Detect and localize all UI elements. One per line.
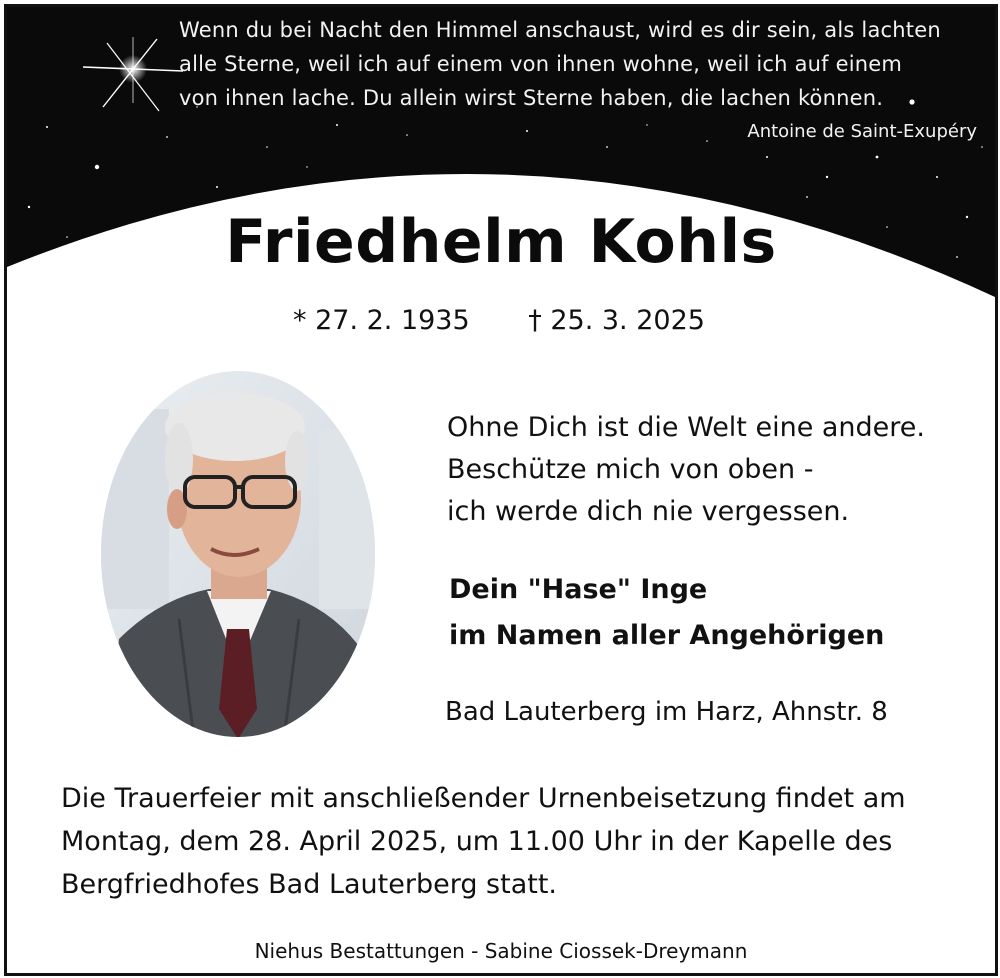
verse-block bbox=[447, 407, 925, 533]
life-dates bbox=[293, 305, 705, 336]
signature-block bbox=[449, 567, 884, 659]
birth-date: * 27. 2. 1935 bbox=[293, 305, 470, 336]
verse-line: Beschütze mich von oben - bbox=[447, 454, 814, 485]
service-line: Die Trauerfeier mit anschließender Urnenbeisetzung findet am bbox=[61, 783, 906, 814]
undertaker-credit: Niehus Bestattungen - Sabine Ciossek-Dreymann bbox=[254, 939, 748, 963]
signature-line: Dein "Hase" Inge bbox=[449, 574, 708, 605]
quote-block bbox=[179, 13, 979, 115]
deceased-name: Friedhelm Kohls bbox=[225, 207, 777, 277]
portrait-photo bbox=[99, 369, 377, 739]
quote-author: Antoine de Saint-Exupéry bbox=[747, 121, 977, 142]
quote-line: Wenn du bei Nacht den Himmel anschaust, wird es dir sein, als lachten bbox=[179, 18, 941, 42]
death-date: † 25. 3. 2025 bbox=[528, 305, 705, 336]
service-announcement bbox=[61, 777, 906, 906]
verse-line: Ohne Dich ist die Welt eine andere. bbox=[447, 412, 925, 443]
signature-line: im Namen aller Angehörigen bbox=[449, 620, 885, 651]
obituary-card bbox=[4, 4, 998, 976]
quote-line: alle Sterne, weil ich auf einem von ihnen wohne, weil ich auf einem bbox=[179, 52, 903, 76]
service-line: Bergfriedhofes Bad Lauterberg statt. bbox=[61, 869, 557, 900]
address: Bad Lauterberg im Harz, Ahnstr. 8 bbox=[445, 697, 888, 727]
service-line: Montag, dem 28. April 2025, um 11.00 Uhr in der Kapelle des bbox=[61, 826, 893, 857]
verse-line: ich werde dich nie vergessen. bbox=[447, 496, 850, 527]
quote-line: von ihnen lache. Du allein wirst Sterne haben, die lachen können. bbox=[179, 86, 884, 110]
